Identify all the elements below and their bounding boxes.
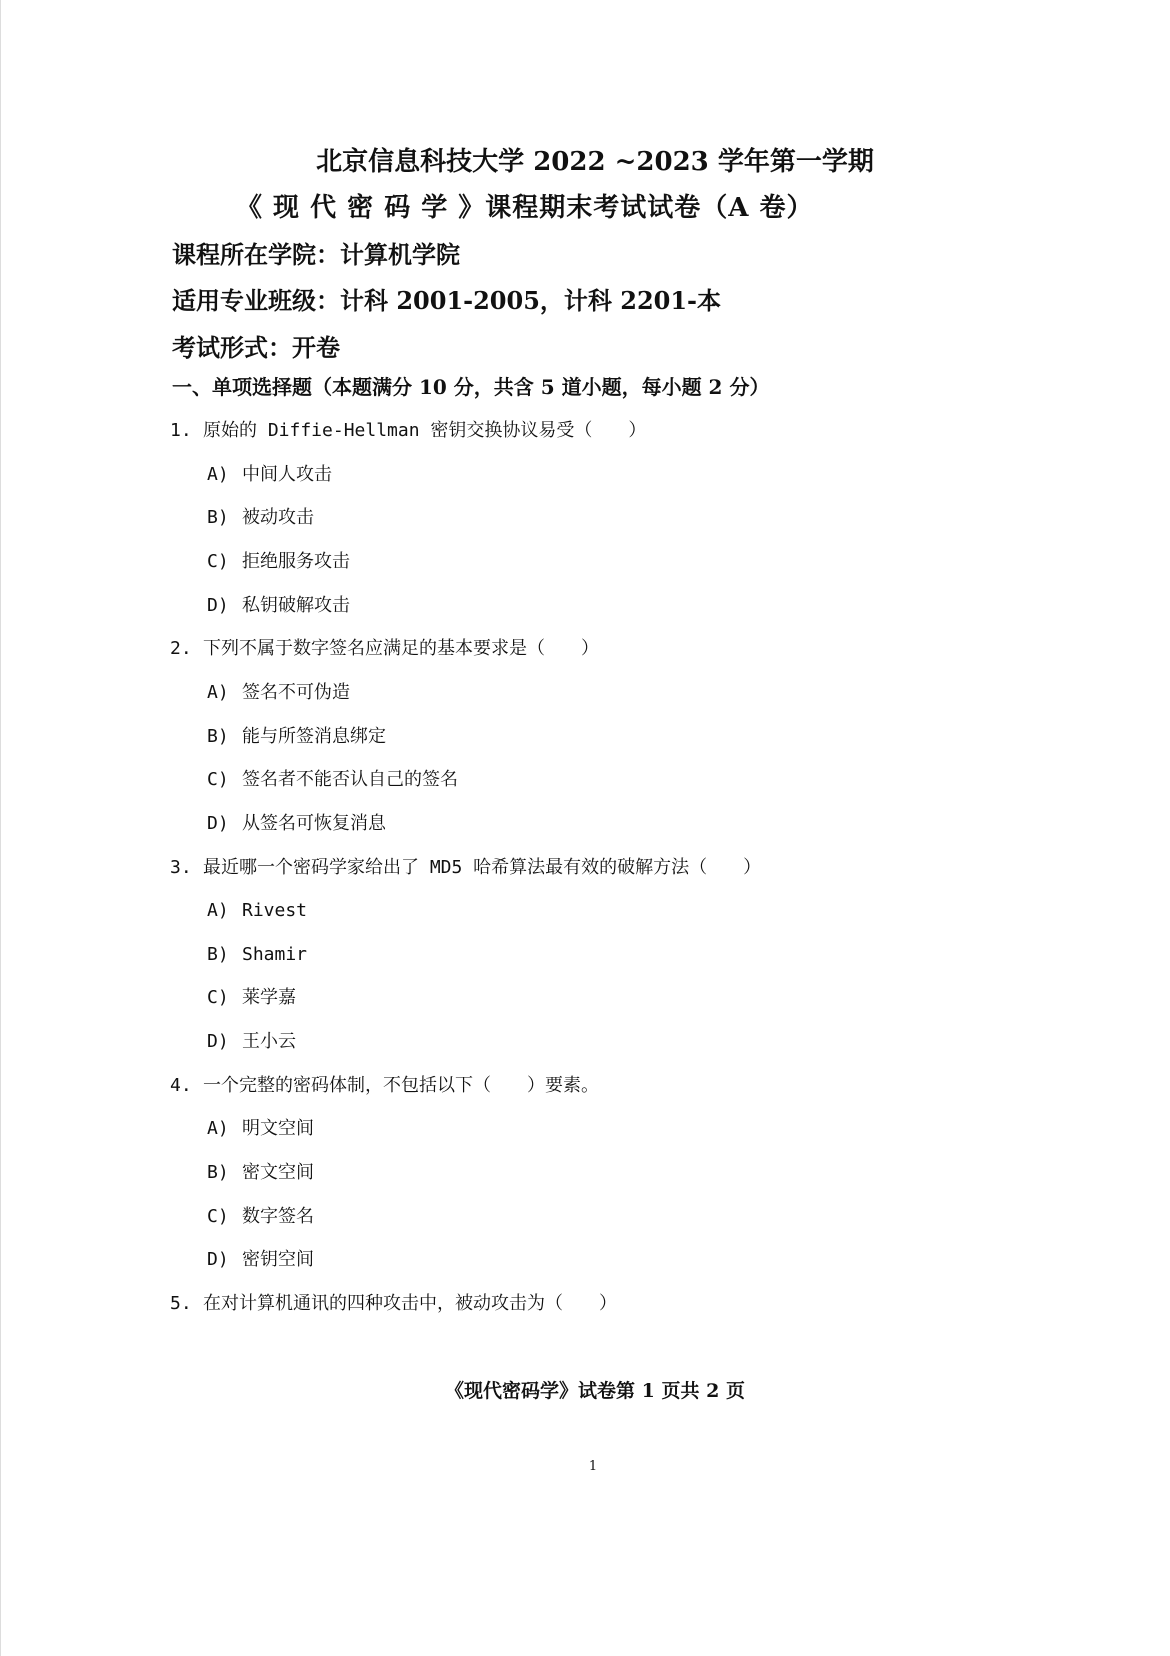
option-label: A) bbox=[207, 463, 229, 485]
option-label: B) bbox=[207, 507, 229, 529]
question-text: 在对计算机通讯的四种攻击中，被动攻击为（ ） bbox=[203, 1293, 617, 1314]
option-text: 明文空间 bbox=[242, 1118, 314, 1140]
option-text: 密钥空间 bbox=[242, 1249, 314, 1271]
option-label: C) bbox=[207, 987, 229, 1009]
classes-info: 适用专业班级：计科 2001-2005，计科 2201-本 bbox=[172, 286, 722, 315]
option-label: D) bbox=[207, 812, 229, 834]
option-text: 王小云 bbox=[242, 1031, 296, 1053]
option-label: D) bbox=[207, 1249, 229, 1271]
option-label: B) bbox=[207, 725, 229, 747]
question-number: 2. bbox=[170, 638, 192, 660]
option-text: 密文空间 bbox=[242, 1162, 314, 1184]
option-label: C) bbox=[207, 769, 229, 791]
option-text: 签名者不能否认自己的签名 bbox=[242, 769, 458, 791]
option-text: Shamir bbox=[242, 943, 308, 965]
question-number: 1. bbox=[170, 420, 192, 441]
option-label: A) bbox=[207, 900, 229, 922]
option-label: B) bbox=[207, 1162, 229, 1184]
course-title: 《 现 代 密 码 学 》课程期末考试试卷（A 卷） bbox=[236, 193, 814, 223]
question-number: 4. bbox=[170, 1074, 192, 1096]
question-text: 下列不属于数字签名应满足的基本要求是（ ） bbox=[203, 638, 599, 660]
option-label: C) bbox=[207, 1205, 229, 1227]
option-text: 数字签名 bbox=[242, 1205, 314, 1227]
option-text: 被动攻击 bbox=[242, 507, 314, 529]
exam-form-info: 考试形式：开卷 bbox=[172, 333, 340, 362]
question-text: 原始的 Diffie-Hellman 密钥交换协议易受（ ） bbox=[203, 420, 647, 441]
option-text: 能与所签消息绑定 bbox=[242, 725, 386, 747]
option-text: 私钥破解攻击 bbox=[242, 594, 350, 616]
question-number: 3. bbox=[170, 856, 192, 878]
page-edge bbox=[0, 0, 1, 1656]
option-label: D) bbox=[207, 594, 229, 616]
section-heading: 一、单项选择题（本题满分 10 分，共含 5 道小题，每小题 2 分） bbox=[172, 375, 770, 399]
option-label: A) bbox=[207, 1118, 229, 1140]
option-text: Rivest bbox=[242, 900, 308, 922]
page-footer: 《现代密码学》试卷第 1 页共 2 页 bbox=[445, 1380, 745, 1402]
exam-title: 北京信息科技大学 2022 ~2023 学年第一学期 bbox=[316, 147, 874, 177]
option-text: 莱学嘉 bbox=[242, 987, 296, 1009]
option-label: D) bbox=[207, 1031, 229, 1053]
option-text: 签名不可伪造 bbox=[242, 681, 350, 703]
page-number: 1 bbox=[588, 1459, 598, 1474]
option-text: 拒绝服务攻击 bbox=[242, 550, 350, 572]
option-label: C) bbox=[207, 550, 229, 572]
question-text: 最近哪一个密码学家给出了 MD5 哈希算法最有效的破解方法（ ） bbox=[203, 856, 762, 878]
option-text: 从签名可恢复消息 bbox=[242, 812, 386, 834]
college-info: 课程所在学院：计算机学院 bbox=[172, 240, 460, 269]
option-label: A) bbox=[207, 681, 229, 703]
question-text: 一个完整的密码体制，不包括以下（ ）要素。 bbox=[203, 1074, 599, 1096]
question-number: 5. bbox=[170, 1293, 192, 1314]
option-label: B) bbox=[207, 943, 229, 965]
option-text: 中间人攻击 bbox=[242, 463, 332, 485]
